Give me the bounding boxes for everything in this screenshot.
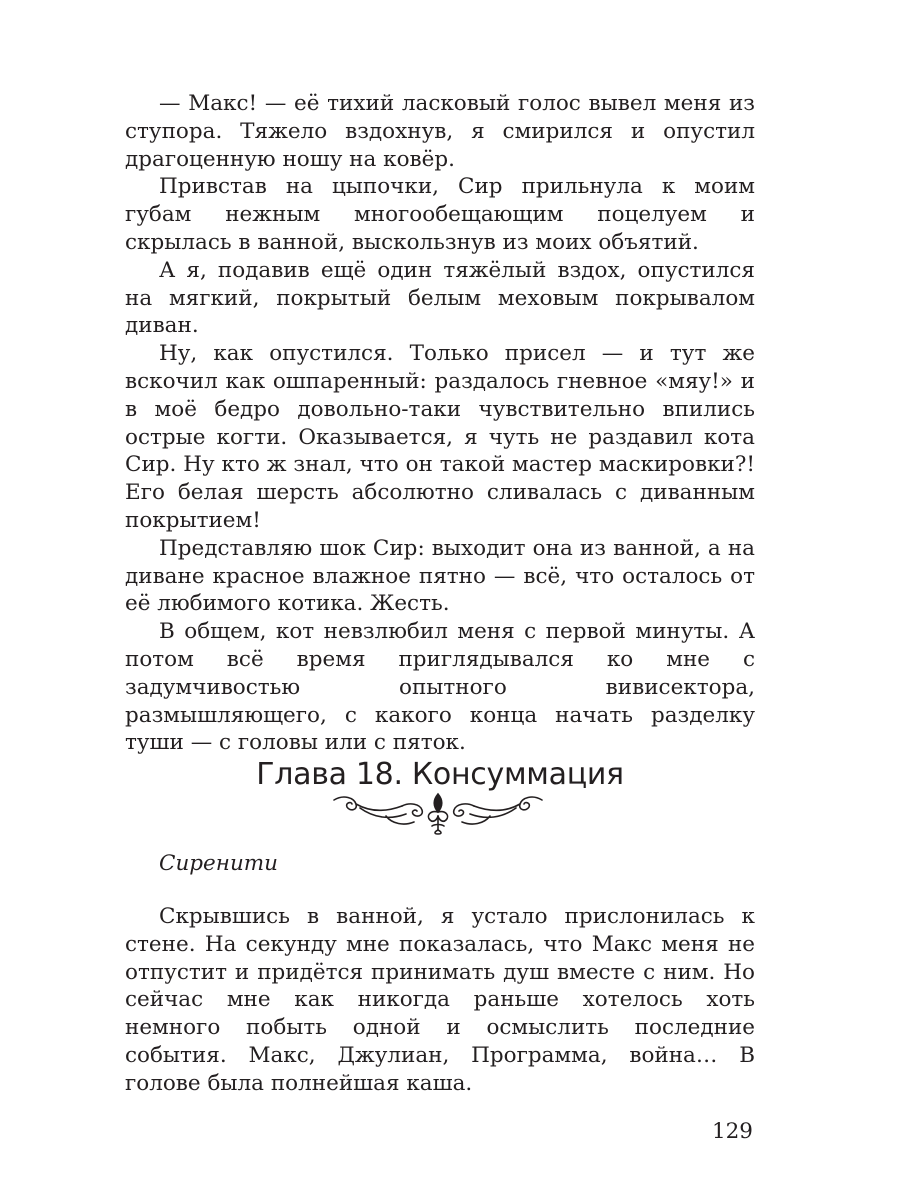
page-number: 129 xyxy=(711,1119,753,1144)
chapter-end-text xyxy=(125,90,755,757)
floral-divider-icon xyxy=(330,790,546,836)
chapter-start-text xyxy=(125,903,755,1098)
paragraph: Скрывшись в ванной, я устало прислонилась к стене. На секунду мне показалась, что Макс меня не отпустит и придётся принимать душ вместе с ним. Но сейчас мне как никогда раньше хотелось хоть немного побыть одной и осмыслить последние события. Макс, Джулиан, Программа, война… В голове была полнейшая каша. xyxy=(125,904,755,1096)
paragraph: В общем, кот невзлюбил меня с первой минуты. А потом всё время приглядывался ко мне с задумчивостью опытного вивисектора, размышляющего, с какого конца начать разделку туши — с головы или с пяток. xyxy=(125,619,755,756)
paragraph: А я, подавив ещё один тяжёлый вздох, опустился на мягкий, покрытый белым меховым покрывалом диван. xyxy=(125,257,755,339)
paragraph: Привстав на цыпочки, Сир прильнула к моим губам нежным многообещающим поцелуем и скрылась в ванной, выскользнув из моих объятий. xyxy=(125,174,755,255)
pov-character-label: Сиренити xyxy=(159,851,279,876)
paragraph: Представляю шок Сир: выходит она из ванной, а на диване красное влажное пятно — всё, что осталось от её любимого котика. Жесть. xyxy=(125,535,755,617)
paragraph: — Макс! — её тихий ласковый голос вывел меня из ступора. Тяжело вздохнув, я смирился и опустил драгоценную ношу на ковёр. xyxy=(125,91,755,172)
chapter-title: Глава 18. Консуммация xyxy=(256,757,624,792)
paragraph: Ну, как опустился. Только присел — и тут же вскочил как ошпаренный: раздалось гневное «мяу!» и в моё бедро довольно-таки чувствительно впились острые когти. Оказывается, я чуть не раздавил кота Сир. Ну кто ж знал, что он такой мастер маскировки?! Его белая шерсть абсолютно сливалась с диванным покрытием! xyxy=(125,341,755,533)
